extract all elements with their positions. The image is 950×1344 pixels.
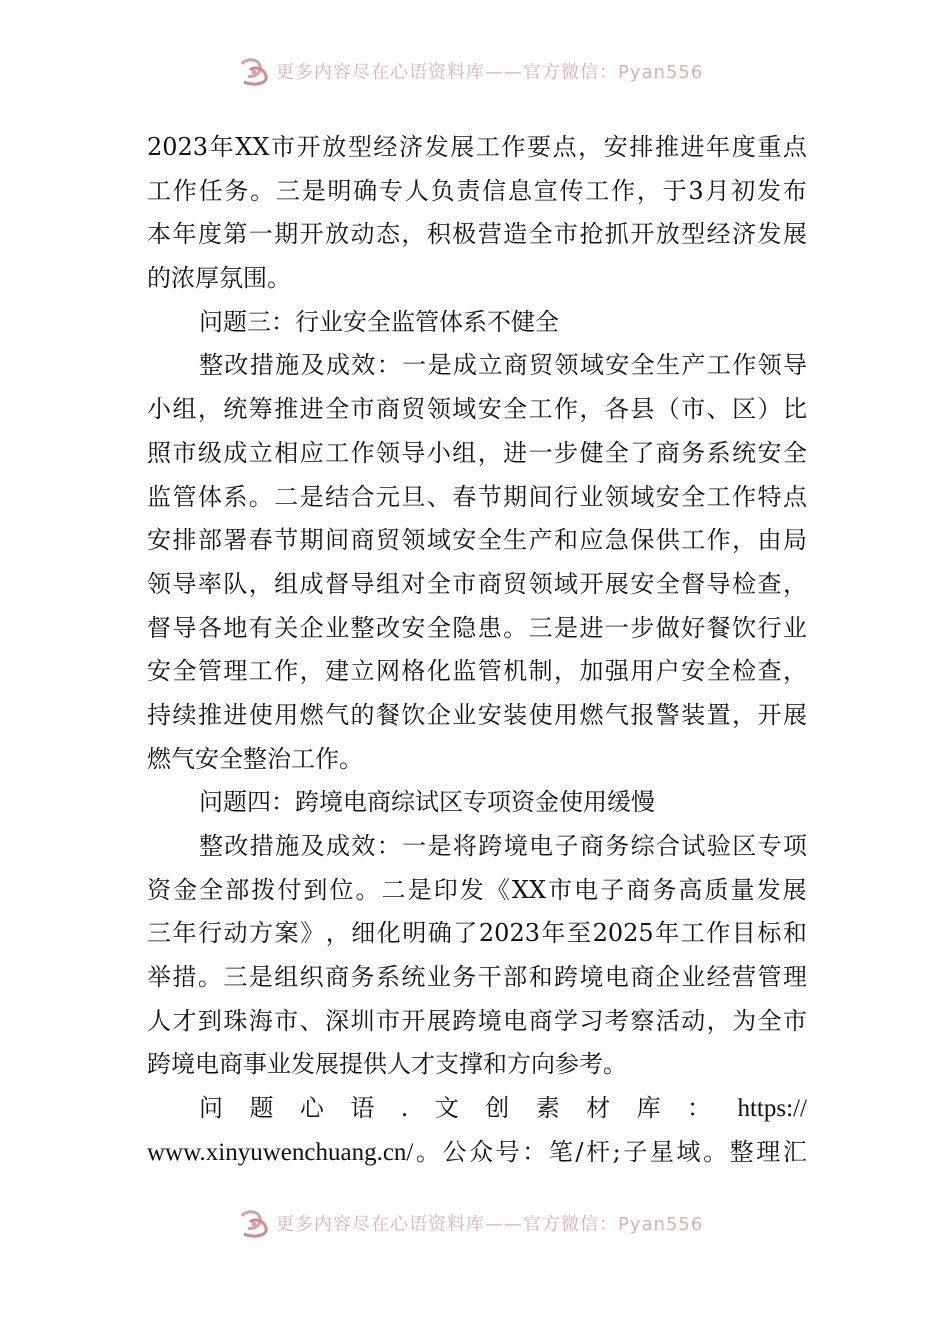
text-line: 举 措 。 三 是 组 织 商 务 系 统 业 务 干 部 和 跨 境 电 商 企 业 经 营 管 理 xyxy=(147,963,807,992)
text-line: 监 管 体 系 。 二 是 结 合 元 旦 、 春 节 期 间 行 业 领 域 安 全 工 作 特 点 xyxy=(147,482,807,511)
text-line: 燃气安全整治工作。 xyxy=(147,744,363,773)
watermark-text: 更多内容尽在心语资料库——官方微信：Pyan556 xyxy=(276,1214,704,1235)
watermark-banner-top xyxy=(236,56,703,86)
text-line: 整 改 措 施 及 成 效 ： 一 是 将 跨 境 电 子 商 务 综 合 试 验 区 专 项 xyxy=(199,832,807,860)
text-line: 安 排 部 署 春 节 期 间 商 贸 领 域 安 全 生 产 和 应 急 保 供 工 作 ， 由 局 xyxy=(147,526,807,555)
text-line: www.xinyuwenchuang.cn/ 。 公 众 号 ： 笔 / 杆 ; 子 星 域 。 整 理 汇 xyxy=(147,1137,807,1166)
document-body xyxy=(147,126,807,1175)
text-line: 整 改 措 施 及 成 效 ： 一 是 成 立 商 贸 领 域 安 全 生 产 工 作 领 导 xyxy=(199,351,807,380)
text-line: 小 组 ， 统 筹 推 进 全 市 商 贸 领 域 安 全 工 作 ， 各 县 （ 市 、 区 ） 比 xyxy=(147,395,807,424)
logo-icon xyxy=(236,56,270,86)
text-line: 跨境电商事业发展提供人才支撑和方向参考。 xyxy=(147,1050,627,1079)
text-line: 三 年 行 动 方 案 》 ， 细 化 明 确 了 2023 年 至 2025 年 工 作 目 标 和 xyxy=(147,919,807,948)
watermark-text: 更多内容尽在心语资料库——官方微信：Pyan556 xyxy=(276,62,704,83)
text-line: 工 作 任 务 。 三 是 明 确 专 人 负 责 信 息 宣 传 工 作 ， 于 3 月 初 发 布 xyxy=(147,176,807,205)
text-line: 问题四：跨境电商综试区专项资金使用缓慢 xyxy=(199,788,655,817)
watermark-banner-bottom xyxy=(236,1208,703,1238)
text-line: 安 全 管 理 工 作 ， 建 立 网 格 化 监 管 机 制 ， 加 强 用 户 安 全 检 查 ， xyxy=(147,657,807,686)
text-line: 领 导 率 队 ， 组 成 督 导 组 对 全 市 商 贸 领 域 开 展 安 全 督 导 检 查 ， xyxy=(147,569,807,598)
text-line: 持 续 推 进 使 用 燃 气 的 餐 饮 企 业 安 装 使 用 燃 气 报 警 装 置 ， 开 展 xyxy=(147,700,807,729)
text-line: 问 题 心 语 . 文 创 素 材 库 ： https:// xyxy=(199,1094,807,1123)
text-line: 的浓厚氛围。 xyxy=(147,264,291,293)
text-line: 问题三：行业安全监管体系不健全 xyxy=(199,307,559,336)
text-line: 资 金 全 部 拨 付 到 位 。 二 是 印 发 《 XX 市 电 子 商 务 高 质 量 发 展 xyxy=(147,875,807,904)
text-line: 2023 年 XX 市 开 放 型 经 济 发 展 工 作 要 点 ， 安 排 推 进 年 度 重 点 xyxy=(147,133,807,161)
text-line: 本 年 度 第 一 期 开 放 动 态 ， 积 极 营 造 全 市 抢 抓 开 放 型 经 济 发 展 xyxy=(147,220,807,249)
text-line: 督 导 各 地 有 关 企 业 整 改 安 全 隐 患 。 三 是 进 一 步 做 好 餐 饮 行 业 xyxy=(147,613,807,642)
text-line: 人 才 到 珠 海 市 、 深 圳 市 开 展 跨 境 电 商 学 习 考 察 活 动 ， 为 全 市 xyxy=(147,1006,807,1035)
text-line: 照 市 级 成 立 相 应 工 作 领 导 小 组 ， 进 一 步 健 全 了 商 务 系 统 安 全 xyxy=(147,438,807,467)
logo-icon xyxy=(236,1208,270,1238)
